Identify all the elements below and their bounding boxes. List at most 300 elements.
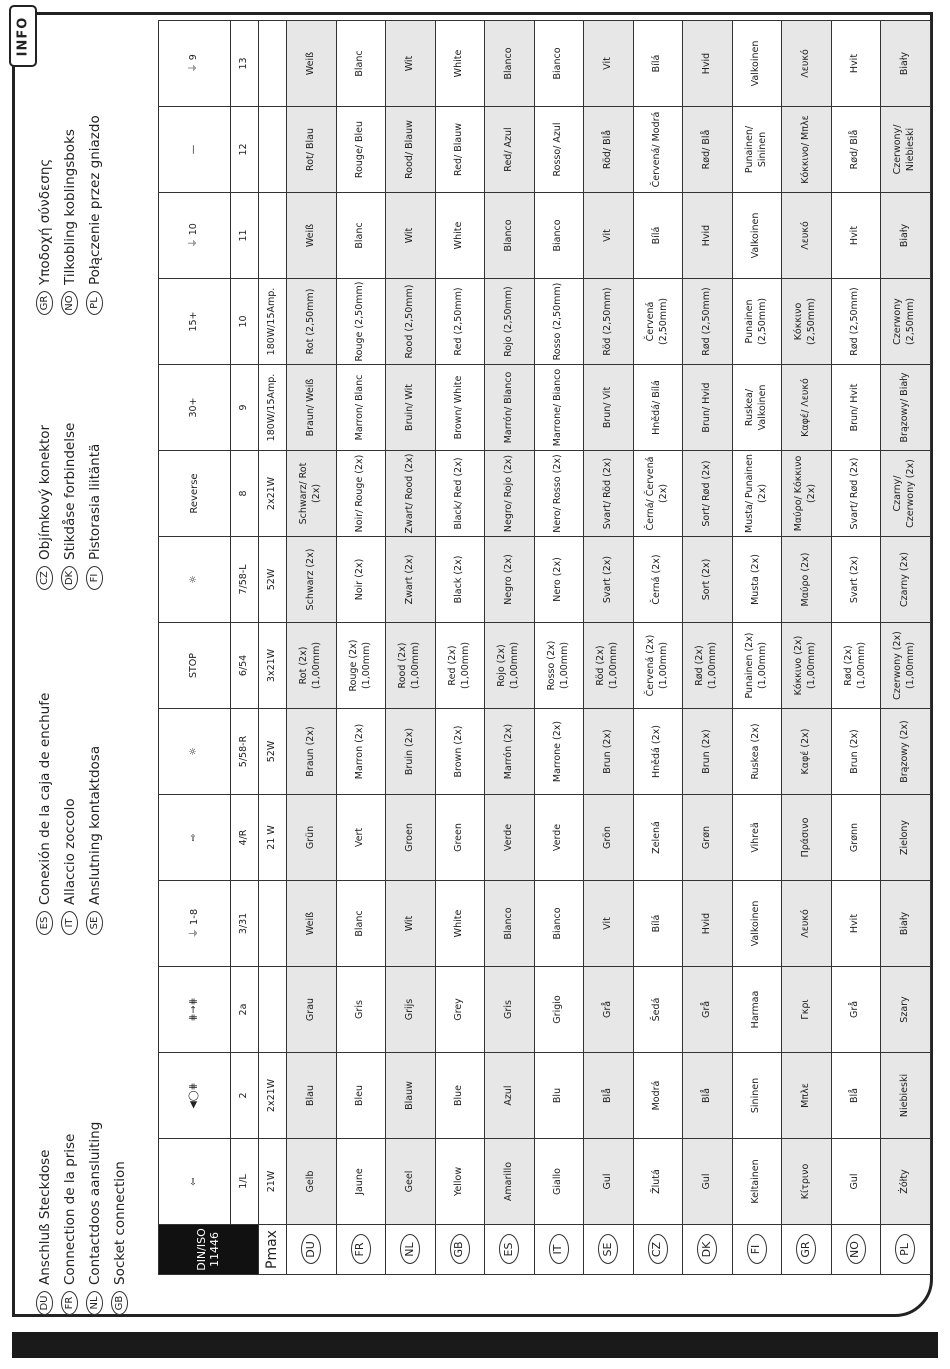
color-cell: Wit [386, 881, 436, 967]
ground-9-icon: ⏚ 9 [159, 21, 231, 107]
legend-text: Connection de la prise [61, 1133, 78, 1285]
language-code: FI [747, 1235, 767, 1265]
color-cell: Rød/ Blå [831, 107, 881, 193]
color-cell: Brązowy (2x) [881, 709, 931, 795]
color-cell: Schwarz/ Rot (2x) [287, 451, 337, 537]
color-cell: Blanco [485, 881, 535, 967]
legend-item-pl [86, 115, 103, 315]
color-cell: Blanc [336, 21, 386, 107]
language-code: FR [61, 1291, 78, 1315]
color-cell: Żółty [881, 1139, 931, 1225]
language-code: FR [351, 1235, 371, 1265]
language-code: GB [111, 1291, 128, 1315]
color-cell: Bílá [633, 21, 683, 107]
color-cell: Svart/ Rød (2x) [831, 451, 881, 537]
color-cell: Šedá [633, 967, 683, 1053]
legend-item-it [61, 798, 78, 935]
color-cell: Rød (2x) (1,00mm) [683, 623, 733, 709]
language-code: NO [846, 1235, 866, 1265]
row-language [386, 1225, 436, 1275]
language-code: GB [450, 1235, 470, 1265]
color-cell: Vihreä [732, 795, 782, 881]
color-cell: Nero/ Rosso (2x) [534, 451, 584, 537]
color-cell: Niebieski [881, 1053, 931, 1139]
pmax-value: 180W/15Amp. [259, 365, 287, 451]
language-code: ES [36, 911, 53, 935]
color-cell: Bílá [633, 881, 683, 967]
color-cell: White [435, 881, 485, 967]
pmax-value [259, 193, 287, 279]
language-code: NL [86, 1291, 103, 1315]
table-row [683, 21, 733, 1275]
color-cell: Brun/ Vit [584, 365, 634, 451]
color-cell: Blå [683, 1053, 733, 1139]
color-cell: Red/ Azul [485, 107, 535, 193]
color-cell: Rot (2x) (1,00mm) [287, 623, 337, 709]
language-code: CZ [648, 1235, 668, 1265]
language-code: IT [549, 1235, 569, 1265]
right-turn-arrow-icon: ⇨ [159, 795, 231, 881]
color-cell: Verde [485, 795, 535, 881]
color-cell: Bianco [534, 881, 584, 967]
color-cell: Noir (2x) [336, 537, 386, 623]
pin-number: 2a [231, 967, 259, 1053]
legend-text: Socket connection [111, 1161, 128, 1285]
color-cell: Svart (2x) [584, 537, 634, 623]
fog-switch-icon: ⋕→⋕ [159, 967, 231, 1053]
color-cell: Gul [584, 1139, 634, 1225]
color-cell: Bruin (2x) [386, 709, 436, 795]
color-cell: Grønn [831, 795, 881, 881]
color-cell: Rouge/ Bleu [336, 107, 386, 193]
color-cell: Blau [287, 1053, 337, 1139]
color-cell: Szary [881, 967, 931, 1053]
color-cell: Wit [386, 21, 436, 107]
color-cell: White [435, 21, 485, 107]
color-cell: Μαύρο/ Κόκκινο (2x) [782, 451, 832, 537]
color-cell: Grå [831, 967, 881, 1053]
color-cell: Rood/ Blauw [386, 107, 436, 193]
table-row [485, 21, 535, 1275]
color-cell: Κόκκινο (2x) (1,00mm) [782, 623, 832, 709]
color-cell: Sininen [732, 1053, 782, 1139]
language-code: DU [36, 1291, 53, 1315]
color-cell: Vit [584, 21, 634, 107]
legend-text: Conexión de la caja de enchufe [36, 692, 53, 905]
table-row [633, 21, 683, 1275]
language-code: NO [61, 291, 78, 315]
legend-text: Objímkový konektor [36, 424, 53, 560]
color-cell: Blanc [336, 193, 386, 279]
color-cell: Rouge (2,50mm) [336, 279, 386, 365]
legend-item-cz [36, 425, 53, 590]
legend-item-fr [61, 1134, 78, 1315]
pmax-value: 180W/15Amp. [259, 279, 287, 365]
color-cell: Κόκκινο (2,50mm) [782, 279, 832, 365]
language-code: PL [895, 1235, 915, 1265]
table-row [831, 21, 881, 1275]
pmax-value [259, 107, 287, 193]
color-cell: Hnědá/ Bílá [633, 365, 683, 451]
color-cell: Biały [881, 881, 931, 967]
color-cell: Vit [584, 881, 634, 967]
color-cell: Vit [584, 193, 634, 279]
color-cell: Marron (2x) [336, 709, 386, 795]
color-cell: Καφέ (2x) [782, 709, 832, 795]
color-cell: Keltainen [732, 1139, 782, 1225]
color-cell: Rouge (2x) (1,00mm) [336, 623, 386, 709]
pmax-value: 21W [259, 1139, 287, 1225]
color-cell: Blanco [485, 21, 535, 107]
color-cell: Marrón (2x) [485, 709, 535, 795]
language-code: GR [796, 1235, 816, 1265]
color-cell: Blanco [485, 193, 535, 279]
color-cell: Καφέ/ Λευκό [782, 365, 832, 451]
din-iso-label: DIN/ISO 11446 [159, 1225, 259, 1275]
color-cell: Blauw [386, 1053, 436, 1139]
color-cell: Sort/ Rød (2x) [683, 451, 733, 537]
color-cell: Zwart (2x) [386, 537, 436, 623]
color-cell: Hvit [831, 881, 881, 967]
table-row [336, 21, 386, 1275]
language-code: CZ [36, 566, 53, 590]
color-cell: Rød/ Blå [683, 107, 733, 193]
color-cell: Giallo [534, 1139, 584, 1225]
color-cell: Jaune [336, 1139, 386, 1225]
color-cell: Λευκό [782, 21, 832, 107]
pin-number: 12 [231, 107, 259, 193]
color-cell: Marrone (2x) [534, 709, 584, 795]
color-cell: White [435, 193, 485, 279]
language-code: DK [61, 566, 78, 590]
color-cell: Geel [386, 1139, 436, 1225]
color-cell: Biały [881, 193, 931, 279]
pmax-value: 3x21W [259, 623, 287, 709]
pin-number: 5/58-R [231, 709, 259, 795]
color-cell: Czerwony/ Niebieski [881, 107, 931, 193]
color-cell: Red (2,50mm) [435, 279, 485, 365]
color-cell: Braun (2x) [287, 709, 337, 795]
color-cell: Yellow [435, 1139, 485, 1225]
color-cell: Valkoinen [732, 21, 782, 107]
fog-light-icon: ◀◯⋕ [159, 1053, 231, 1139]
color-cell: Κίτρινο [782, 1139, 832, 1225]
color-cell: Μαύρο (2x) [782, 537, 832, 623]
color-cell: Brązowy/ Biały [881, 365, 931, 451]
color-cell: Weiß [287, 881, 337, 967]
color-cell: Vert [336, 795, 386, 881]
language-legend [36, 30, 146, 1315]
table-row [534, 21, 584, 1275]
color-cell: Modrá [633, 1053, 683, 1139]
color-cell: Bianco [534, 21, 584, 107]
pin-number: 13 [231, 21, 259, 107]
legend-text: Pistorasia liitäntä [86, 443, 103, 560]
pin-number: 8 [231, 451, 259, 537]
legend-text: Tilkobling koblingsboks [61, 129, 78, 285]
color-cell: Marrón/ Blanco [485, 365, 535, 451]
row-language [435, 1225, 485, 1275]
table-row [732, 21, 782, 1275]
left-sidelight-icon: ☼ [159, 537, 231, 623]
legend-text: Stikdåse forbindelse [61, 422, 78, 560]
table-row [584, 21, 634, 1275]
color-cell: Rosso (2x) (1,00mm) [534, 623, 584, 709]
color-cell: Marron/ Blanc [336, 365, 386, 451]
pin-number: 9 [231, 365, 259, 451]
color-cell: Valkoinen [732, 881, 782, 967]
color-cell: Schwarz (2x) [287, 537, 337, 623]
row-language [831, 1225, 881, 1275]
color-cell: Röd (2x) (1,00mm) [584, 623, 634, 709]
pmax-value [259, 967, 287, 1053]
color-cell: Marrone/ Bianco [534, 365, 584, 451]
color-cell: Punainen (2,50mm) [732, 279, 782, 365]
row-language [534, 1225, 584, 1275]
row-language [287, 1225, 337, 1275]
legend-item-nl [86, 1122, 103, 1315]
color-cell: Czarny/ Czerwony (2x) [881, 451, 931, 537]
color-cell: Brun/ Hvid [683, 365, 733, 451]
legend-item-no [61, 129, 78, 315]
color-cell: Hvit [831, 193, 881, 279]
ground-1-8-icon: ⏚ 1-8 [159, 881, 231, 967]
color-cell: Grå [584, 967, 634, 1053]
language-code: DU [301, 1235, 321, 1265]
row-language [732, 1225, 782, 1275]
row-language [485, 1225, 535, 1275]
color-cell: Amarillo [485, 1139, 535, 1225]
color-cell: Hvid [683, 21, 733, 107]
language-code: SE [598, 1235, 618, 1265]
stop-light-icon: STOP [159, 623, 231, 709]
language-code: IT [61, 911, 78, 935]
color-cell: Bleu [336, 1053, 386, 1139]
language-code: NL [400, 1235, 420, 1265]
color-cell: Brun (2x) [683, 709, 733, 795]
color-cell: Červená (2,50mm) [633, 279, 683, 365]
color-cell: Gris [485, 967, 535, 1053]
color-cell: Bílá [633, 193, 683, 279]
color-cell: Negro (2x) [485, 537, 535, 623]
color-cell: Žlutá [633, 1139, 683, 1225]
pmax-value [259, 21, 287, 107]
left-turn-arrow-icon: ⇦ [159, 1139, 231, 1225]
color-cell: Brun (2x) [831, 709, 881, 795]
color-cell: Grau [287, 967, 337, 1053]
language-code: SE [86, 911, 103, 935]
legend-text: Contactdoos aansluiting [86, 1121, 103, 1285]
color-cell: Red (2x) (1,00mm) [435, 623, 485, 709]
color-cell: Rood (2,50mm) [386, 279, 436, 365]
pin-number: 7/58-L [231, 537, 259, 623]
pmax-value: 52W [259, 709, 287, 795]
pmax-value: 52W [259, 537, 287, 623]
rotated-content [30, 30, 930, 1315]
legend-item-se [86, 746, 103, 935]
info-badge: INFO [9, 5, 37, 67]
color-cell: Blå [831, 1053, 881, 1139]
color-cell: Punainen/ Sininen [732, 107, 782, 193]
color-cell: Bruin/ Wit [386, 365, 436, 451]
color-cell: Červená (2x) (1,00mm) [633, 623, 683, 709]
color-cell: Λευκό [782, 881, 832, 967]
color-cell: Noir/ Rouge (2x) [336, 451, 386, 537]
legend-item-es [36, 693, 53, 935]
legend-text: Anslutning kontaktdosa [86, 745, 103, 905]
table-row [782, 21, 832, 1275]
color-cell: Blue [435, 1053, 485, 1139]
color-cell: Hvit [831, 21, 881, 107]
color-cell: Groen [386, 795, 436, 881]
legend-item-du [36, 1150, 53, 1315]
color-cell: Black/ Red (2x) [435, 451, 485, 537]
color-cell: Blanc [336, 881, 386, 967]
color-cell: Wit [386, 193, 436, 279]
color-cell: Weiß [287, 21, 337, 107]
row-language [633, 1225, 683, 1275]
color-cell: Μπλε [782, 1053, 832, 1139]
color-cell: Gelb [287, 1139, 337, 1225]
color-cell: Grön [584, 795, 634, 881]
color-cell: Bianco [534, 193, 584, 279]
color-cell: Braun/ Weiß [287, 365, 337, 451]
table-row [435, 21, 485, 1275]
legend-item-dk [61, 423, 78, 590]
color-cell: Valkoinen [732, 193, 782, 279]
color-cell: Rood (2x) (1,00mm) [386, 623, 436, 709]
color-cell: Brun (2x) [584, 709, 634, 795]
color-cell: Λευκό [782, 193, 832, 279]
ignition-15-icon: 15+ [159, 279, 231, 365]
color-cell: Πράσινο [782, 795, 832, 881]
pin-number: 6/54 [231, 623, 259, 709]
color-cell: Zwart/ Rood (2x) [386, 451, 436, 537]
color-cell: Blu [534, 1053, 584, 1139]
color-cell: Hnědá (2x) [633, 709, 683, 795]
pmax-value: 21 W [259, 795, 287, 881]
language-code: PL [86, 291, 103, 315]
color-cell: Grøn [683, 795, 733, 881]
color-cell: Czarny (2x) [881, 537, 931, 623]
pmax-label: Pmax [259, 1225, 287, 1275]
color-cell: Sort (2x) [683, 537, 733, 623]
color-cell: Röd/ Blå [584, 107, 634, 193]
language-code: FI [86, 566, 103, 590]
pmax-value: 2x21W [259, 451, 287, 537]
pin-number: 2 [231, 1053, 259, 1139]
color-cell: Rosso/ Azul [534, 107, 584, 193]
legend-item-fi [86, 444, 103, 590]
color-cell: Röd (2,50mm) [584, 279, 634, 365]
color-cell: Gul [831, 1139, 881, 1225]
color-cell: Gul [683, 1139, 733, 1225]
pmax-value [259, 881, 287, 967]
bottom-bar [12, 1332, 938, 1358]
color-cell: Rød (2,50mm) [683, 279, 733, 365]
color-cell: Červená/ Modrá [633, 107, 683, 193]
legend-text: Połączenie przez gniazdo [86, 115, 103, 285]
wiring-table [158, 20, 931, 1275]
color-cell: Γκρι [782, 967, 832, 1053]
pin-number: 10 [231, 279, 259, 365]
color-cell: Grigio [534, 967, 584, 1053]
color-cell: Punainen (2x) (1,00mm) [732, 623, 782, 709]
color-cell: Brown (2x) [435, 709, 485, 795]
pin-number: 4/R [231, 795, 259, 881]
row-language [782, 1225, 832, 1275]
color-cell: Zielony [881, 795, 931, 881]
color-cell: Rojo (2,50mm) [485, 279, 535, 365]
color-cell: Rød (2x) (1,00mm) [831, 623, 881, 709]
reverse-light-icon: Reverse [159, 451, 231, 537]
color-cell: Biały [881, 21, 931, 107]
row-language [881, 1225, 931, 1275]
legend-text: Allaccio zoccolo [61, 798, 78, 905]
color-cell: Rot (2,50mm) [287, 279, 337, 365]
color-cell: Ruskea/ Valkoinen [732, 365, 782, 451]
color-cell: Brun/ Hvit [831, 365, 881, 451]
table-row [287, 21, 337, 1275]
language-code: GR [36, 291, 53, 315]
color-cell: Grijs [386, 967, 436, 1053]
language-code: DK [697, 1235, 717, 1265]
color-cell: Rojo (2x) (1,00mm) [485, 623, 535, 709]
color-cell: Hvid [683, 881, 733, 967]
color-cell: Musta/ Punainen (2x) [732, 451, 782, 537]
pmax-value: 2x21W [259, 1053, 287, 1139]
table-row [881, 21, 931, 1275]
row-language [683, 1225, 733, 1275]
color-cell: Red/ Blauw [435, 107, 485, 193]
table-row [386, 21, 436, 1275]
color-cell: Gris [336, 967, 386, 1053]
color-cell: Rot/ Blau [287, 107, 337, 193]
color-cell: Svart (2x) [831, 537, 881, 623]
color-cell: Harmaa [732, 967, 782, 1053]
color-cell: Azul [485, 1053, 535, 1139]
blank-line-icon: — [159, 107, 231, 193]
row-language [584, 1225, 634, 1275]
battery-30-icon: 30+ [159, 365, 231, 451]
color-cell: Weiß [287, 193, 337, 279]
color-cell: Black (2x) [435, 537, 485, 623]
color-cell: Ruskea (2x) [732, 709, 782, 795]
legend-text: Υποδοχή σύνδεσης [36, 158, 53, 285]
color-cell: Hvid [683, 193, 733, 279]
legend-item-gb [111, 1161, 128, 1315]
ground-10-icon: ⏚ 10 [159, 193, 231, 279]
language-code: ES [499, 1235, 519, 1265]
color-cell: Rosso (2,50mm) [534, 279, 584, 365]
color-cell: Grå [683, 967, 733, 1053]
color-cell: Czerwony (2,50mm) [881, 279, 931, 365]
color-cell: Zelená [633, 795, 683, 881]
legend-text: Anschluß Steckdose [36, 1149, 53, 1285]
color-cell: Grün [287, 795, 337, 881]
pin-number: 3/31 [231, 881, 259, 967]
color-cell: Černá/ Červená (2x) [633, 451, 683, 537]
color-cell: Svart/ Röd (2x) [584, 451, 634, 537]
color-cell: Blå [584, 1053, 634, 1139]
pin-number: 1/L [231, 1139, 259, 1225]
color-cell: Rød (2,50mm) [831, 279, 881, 365]
row-language [336, 1225, 386, 1275]
color-cell: Musta (2x) [732, 537, 782, 623]
pin-number: 11 [231, 193, 259, 279]
color-cell: Černá (2x) [633, 537, 683, 623]
right-sidelight-icon: ☼ [159, 709, 231, 795]
